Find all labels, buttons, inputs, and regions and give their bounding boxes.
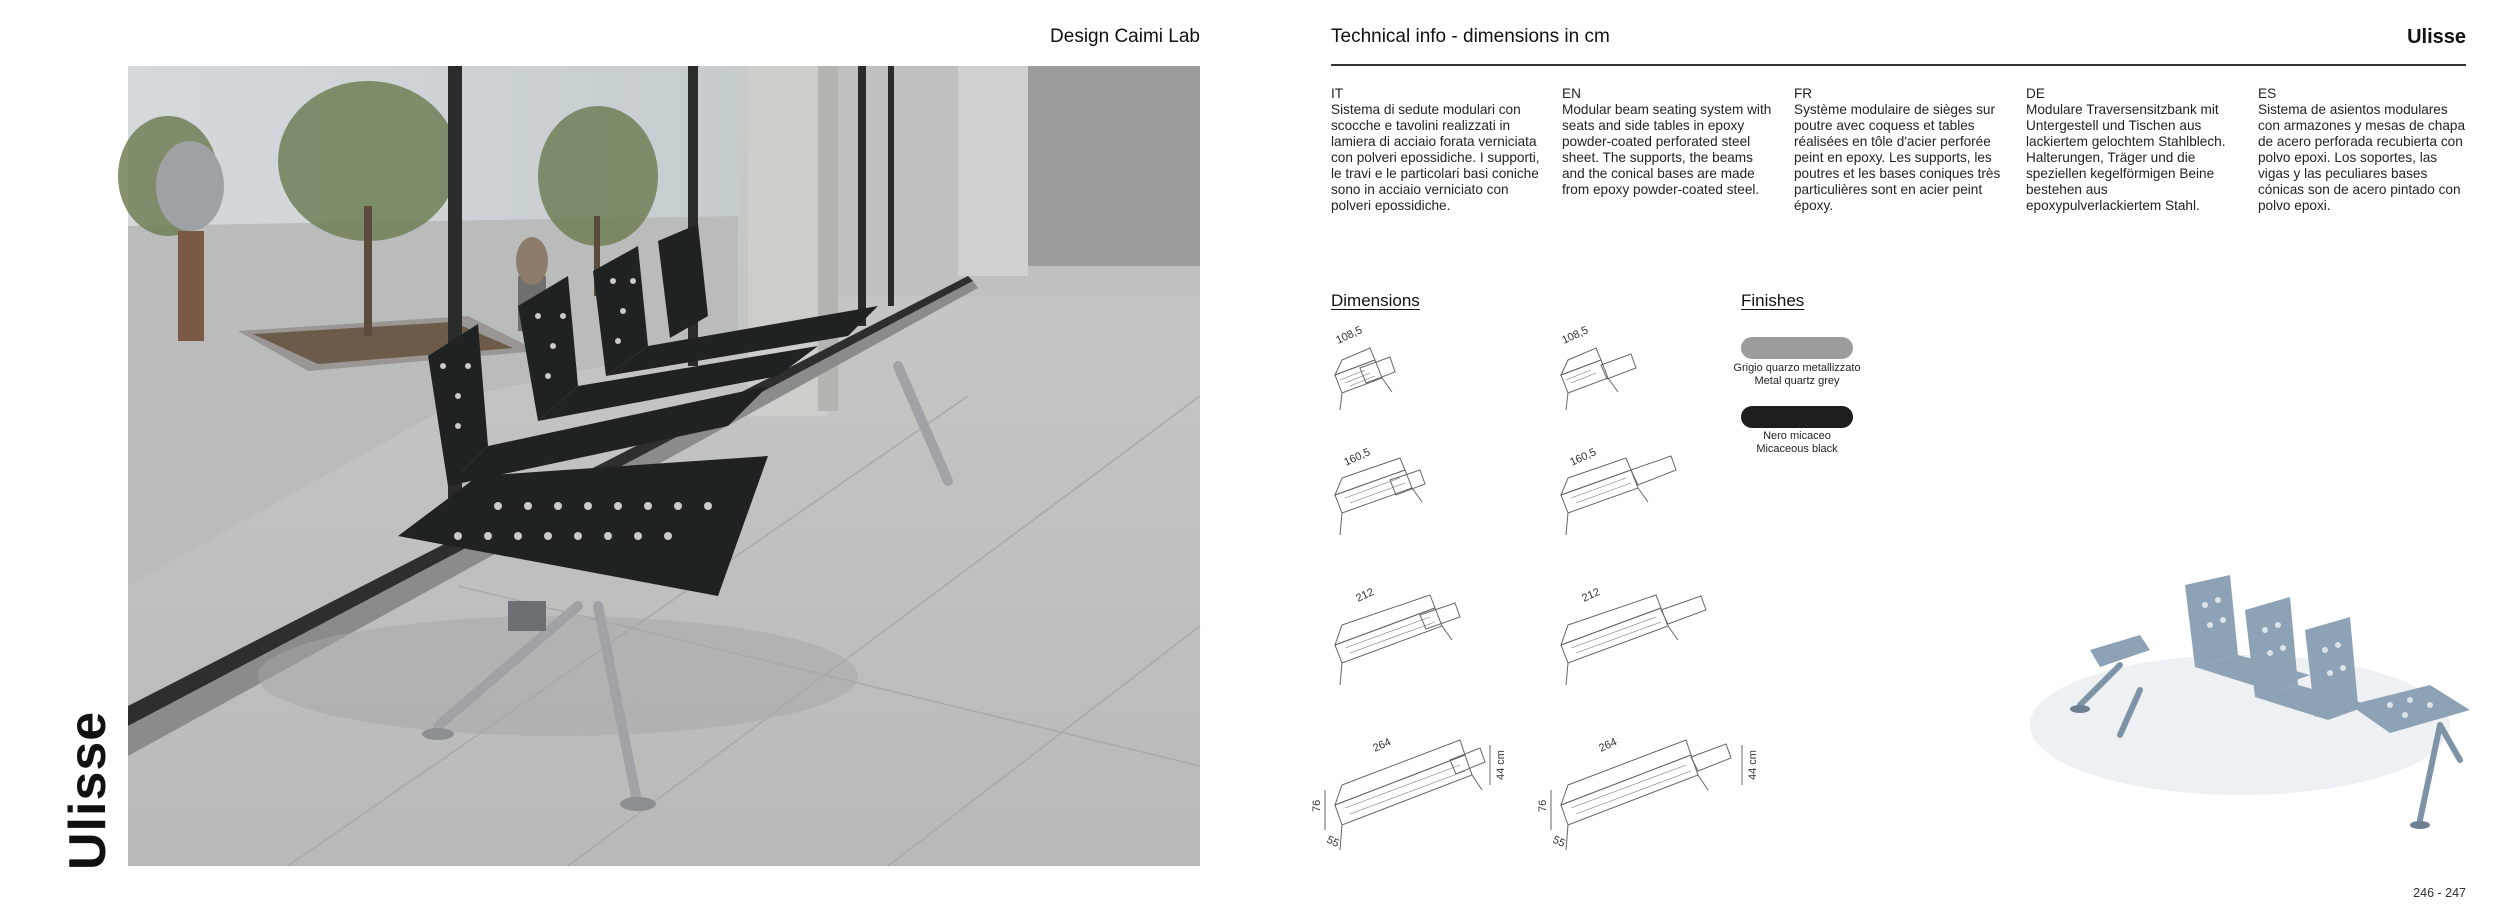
finishes-heading: Finishes <box>1741 291 1805 310</box>
description-es <box>2258 86 2470 214</box>
seat-height-label: 44 cm <box>1495 750 1507 780</box>
finish-label-black <box>1717 430 1877 456</box>
description-de <box>2026 86 2238 214</box>
width-label-4: 264 <box>1597 736 1619 755</box>
description-text: Modulare Traversensitzbank mit Untergestell und Tischen aus lackiertem gelochtem Stahlblech. Halterungen, Träger und die speziellen kegelförmigen Beine bestehen aus epoxypulverlackiertem Stahl. <box>2026 102 2226 213</box>
language-code: ES <box>2258 86 2277 101</box>
total-height-label: 76 <box>1311 799 1323 812</box>
width-label-3: 212 <box>1354 586 1376 605</box>
product-name: Ulisse <box>2407 26 2466 48</box>
finish-label-it: Nero micaceo <box>1763 430 1831 442</box>
depth-label: 55 <box>1324 833 1341 850</box>
width-label-3: 212 <box>1580 586 1602 605</box>
designer-credit: Design Caimi Lab <box>1050 26 1200 47</box>
width-label-1: 108,5 <box>1334 324 1365 347</box>
vertical-title-text: Ulisse <box>59 710 117 870</box>
dimension-drawings-column-2 <box>1537 320 1826 860</box>
photo-illustration <box>128 66 1200 866</box>
depth-label: 55 <box>1550 833 1567 850</box>
description-text: Système modulaire de sièges sur poutre avec coquess et tables réalisées en tôle d'acier perforée peint en epoxy. Les supports, les poutres et les bases coniques très particulières sont en acier peint époxy. <box>1794 102 2001 213</box>
product-render <box>2020 555 2480 855</box>
language-code: DE <box>2026 86 2045 101</box>
product-photo <box>128 66 1200 866</box>
finish-swatch-black[interactable] <box>1741 406 1853 428</box>
technical-info-title: Technical info - dimensions in cm <box>1331 26 1610 47</box>
description-en <box>1562 86 1774 198</box>
width-label-4: 264 <box>1371 736 1393 755</box>
header-divider <box>1331 64 2466 66</box>
description-text: Sistema di sedute modulari con scocche e tavolini realizzati in lamiera di acciaio forata verniciata con polveri epossidiche. I supporti, le travi e le particolari basi coniche sono in acciaio verniciato con polveri epossidiche. <box>1331 102 1540 213</box>
description-it <box>1331 86 1543 214</box>
finish-label-en: Metal quartz grey <box>1754 375 1840 387</box>
page-numbers: 246 - 247 <box>2413 886 2466 900</box>
total-height-label: 76 <box>1537 799 1549 812</box>
description-text: Modular beam seating system with seats and side tables in epoxy powder-coated perforated steel sheet. The supports, the beams and the conical bases are made from epoxy powder-coated steel. <box>1562 102 1772 197</box>
seat-height-label: 44 cm <box>1747 750 1759 780</box>
finish-swatch-grey[interactable] <box>1741 337 1853 359</box>
language-code: EN <box>1562 86 1581 101</box>
description-fr <box>1794 86 2006 214</box>
finish-label-it: Grigio quarzo metallizzato <box>1733 362 1861 374</box>
finish-label-en: Micaceous black <box>1756 443 1838 455</box>
language-code: IT <box>1331 86 1344 101</box>
width-label-2: 160,5 <box>1342 446 1373 469</box>
width-label-1: 108,5 <box>1560 324 1591 347</box>
dimensions-heading: Dimensions <box>1331 291 1420 310</box>
language-code: FR <box>1794 86 1813 101</box>
finish-label-grey <box>1717 362 1877 388</box>
description-text: Sistema de asientos modulares con armazones y mesas de chapa de acero perforada recubierta con polvo epoxi. Los soportes, las vigas y las peculiares bases cónicas son de acero pintado con polvo epoxi. <box>2258 102 2466 213</box>
width-label-2: 160,5 <box>1568 446 1599 469</box>
